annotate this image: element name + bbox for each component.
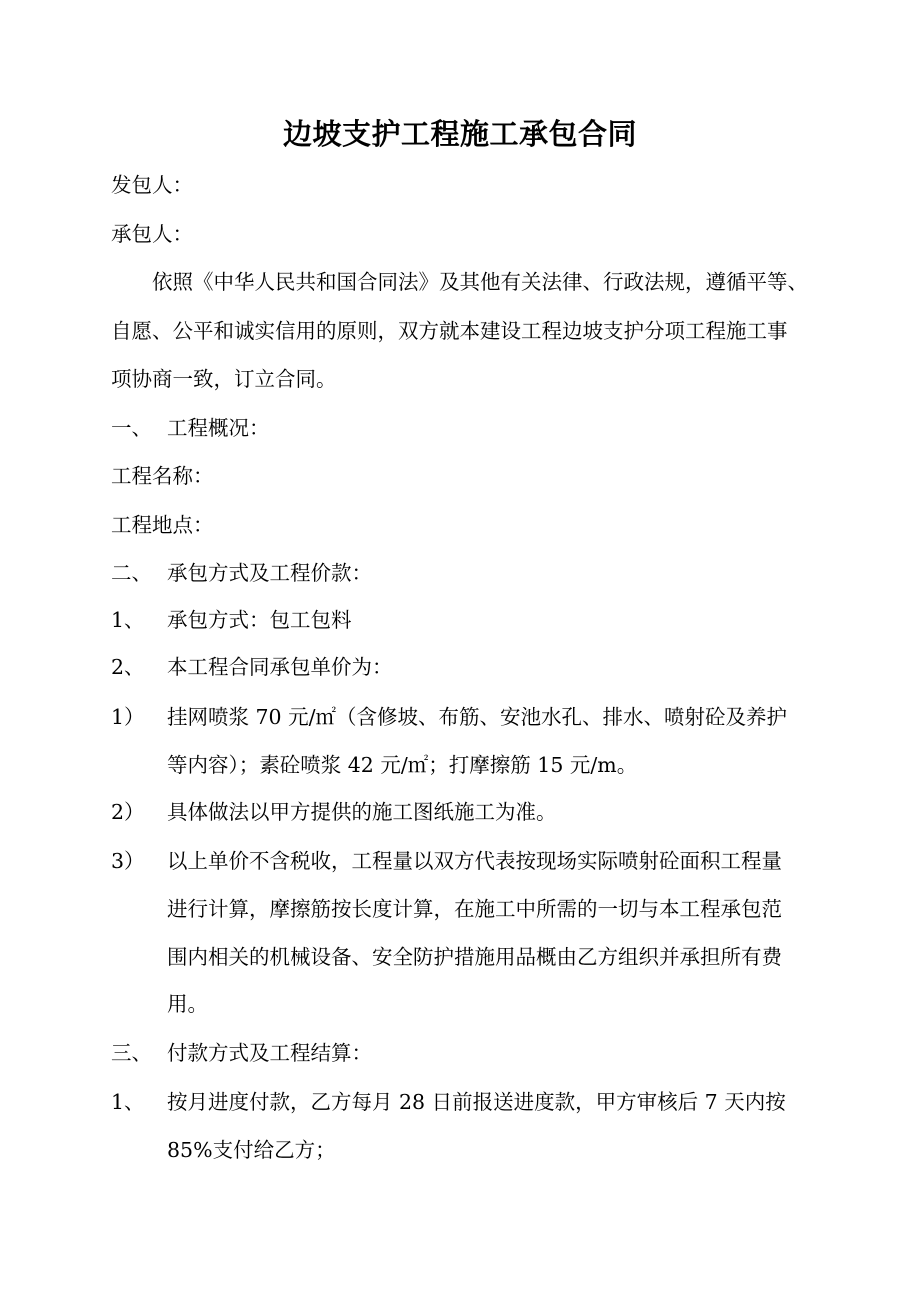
intro-line-1: 依照《中华人民共和国合同法》及其他有关法律、行政法规，遵循平等、 <box>152 270 808 294</box>
subitem-3-line-1: 以上单价不含税收，工程量以双方代表按现场实际喷射砼面积工程量 <box>167 849 782 873</box>
section-2-item-2-marker: 2、 <box>111 655 145 679</box>
subitem-1-line-2: 等内容）；素砼喷浆 42 元/㎡；打摩擦筋 15 元/m。 <box>167 753 638 777</box>
subitem-1-line-1: 挂网喷浆 70 元/㎡（含修坡、布筋、安池水孔、排水、喷射砼及养护 <box>167 705 788 729</box>
subitem-3-line-3: 围内相关的机械设备、安全防护措施用品概由乙方组织并承担所有费 <box>167 945 782 969</box>
subitem-3-marker: 3） <box>111 849 145 873</box>
subitem-2-line-1: 具体做法以甲方提供的施工图纸施工为准。 <box>167 800 557 824</box>
subitem-3-line-2: 进行计算，摩擦筋按长度计算，在施工中所需的一切与本工程承包范 <box>167 897 782 921</box>
project-location-label: 工程地点： <box>111 513 214 537</box>
document-title: 边坡支护工程施工承包合同 <box>282 117 637 151</box>
section-3-item-1-marker: 1、 <box>111 1090 145 1114</box>
section-3-heading: 付款方式及工程结算： <box>167 1041 372 1065</box>
intro-line-2: 自愿、公平和诚实信用的原则，双方就本建设工程边坡支护分项工程施工事 <box>111 319 788 343</box>
section-3-item-1-line-1: 按月进度付款，乙方每月 28 日前报送进度款，甲方审核后 7 天内按 <box>167 1090 786 1114</box>
subitem-2-marker: 2） <box>111 800 145 824</box>
section-1-marker: 一、 <box>111 416 152 440</box>
section-1-heading: 工程概况： <box>167 416 270 440</box>
party-a-label: 发包人： <box>111 173 193 197</box>
section-2-item-1-marker: 1、 <box>111 608 145 632</box>
section-2-heading: 承包方式及工程价款： <box>167 561 372 585</box>
section-2-item-2-text: 本工程合同承包单价为： <box>167 655 393 679</box>
section-2-item-1-text: 承包方式：包工包料 <box>167 608 352 632</box>
party-b-label: 承包人： <box>111 222 193 246</box>
intro-line-3: 项协商一致，订立合同。 <box>111 367 337 391</box>
section-3-marker: 三、 <box>111 1041 152 1065</box>
section-3-item-1-line-2: 85%支付给乙方； <box>167 1138 336 1162</box>
subitem-1-marker: 1） <box>111 705 145 729</box>
subitem-3-line-4: 用。 <box>167 992 208 1016</box>
section-2-marker: 二、 <box>111 561 152 585</box>
project-name-label: 工程名称： <box>111 464 214 488</box>
